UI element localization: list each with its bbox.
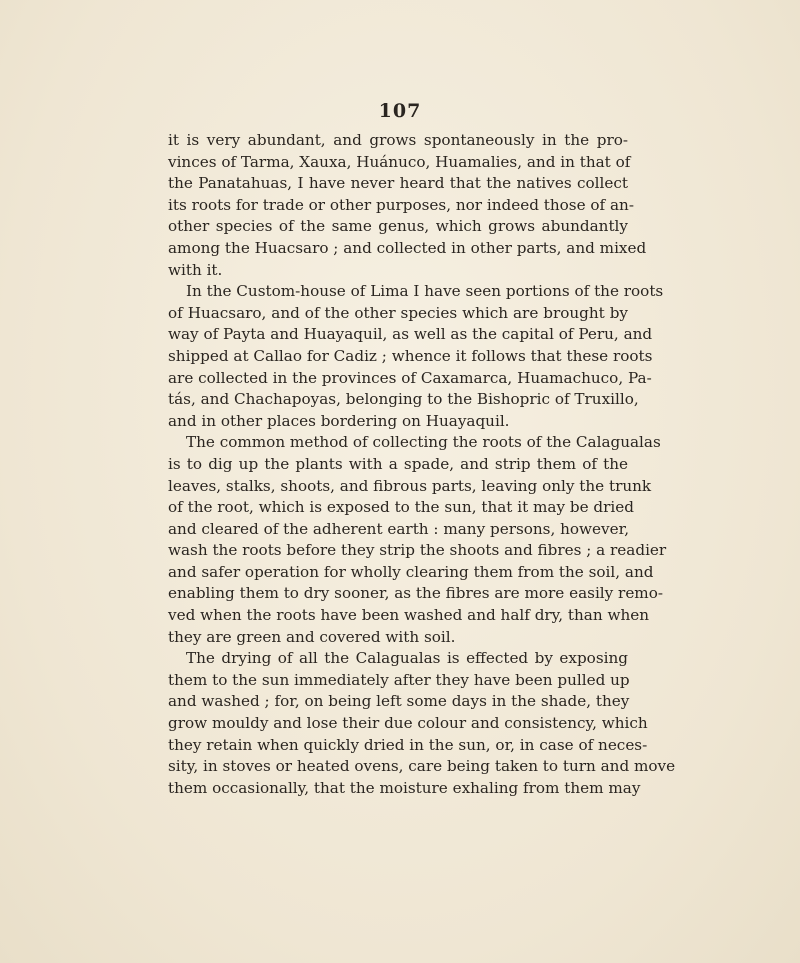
text-line: ved when the roots have been washed and half dry, than when (168, 606, 650, 625)
text-line: wash the roots before they strip the shoots and fibres ; a readier (168, 541, 667, 560)
text-line: is to dig up the plants with a spade, and strip them of the (168, 454, 628, 473)
text-line: its roots for trade or other purposes, nor indeed those of an- (168, 195, 634, 214)
paragraph (168, 648, 676, 799)
body-text (168, 130, 676, 799)
text-line: them to the sun immediately after they have been pulled up (168, 670, 630, 689)
text-line: In the Custom-house of Lima I have seen portions of the roots (186, 282, 664, 301)
text-line: sity, in stoves or heated ovens, care being taken to turn and move (168, 757, 676, 776)
text-line: of the root, which is exposed to the sun, that it may be dried (168, 498, 634, 517)
text-line: enabling them to dry sooner, as the fibres are more easily remo- (168, 584, 663, 603)
text-line: leaves, stalks, shoots, and fibrous parts, leaving only the trunk (168, 476, 652, 495)
text-line: shipped at Callao for Cadiz ; whence it follows that these roots (168, 346, 653, 365)
text-line: and cleared of the adherent earth : many persons, however, (168, 519, 630, 538)
text-line: tás, and Chachapoyas, belonging to the Bishopric of Truxillo, (168, 390, 639, 409)
text-line: it is very abundant, and grows spontaneously in the pro- (168, 131, 628, 149)
text-line: grow mouldy and lose their due colour and consistency, which (168, 714, 648, 733)
text-line: they are green and covered with soil. (168, 627, 456, 646)
text-line: of Huacsaro, and of the other species which are brought by (168, 303, 628, 322)
text-line: the Panatahuas, I have never heard that the natives collect (168, 174, 628, 193)
text-line: are collected in the provinces of Caxamarca, Huamachuco, Pa- (168, 368, 652, 387)
text-line: vinces of Tarma, Xauxa, Huánuco, Huamalies, and in that of (168, 152, 631, 171)
text-line: among the Huacsaro ; and collected in other parts, and mixed (168, 238, 647, 257)
text-line: with it. (168, 260, 223, 279)
text-line: and in other places bordering on Huayaquil. (168, 411, 510, 430)
paragraph (168, 281, 664, 432)
text-line: them occasionally, that the moisture exhaling from them may (168, 778, 641, 797)
paragraph (168, 432, 667, 648)
text-line: The common method of collecting the roots of the Calagualas (186, 433, 661, 452)
paragraph (168, 130, 647, 281)
text-line: and safer operation for wholly clearing them from the soil, and (168, 562, 654, 581)
text-line: way of Payta and Huayaquil, as well as the capital of Peru, and (168, 325, 653, 344)
text-line: and washed ; for, on being left some days in the shade, they (168, 692, 630, 711)
text-line: other species of the same genus, which grows abundantly (168, 217, 628, 236)
page-number: 107 (378, 100, 422, 122)
text-line: The drying of all the Calagualas is effected by exposing (186, 649, 628, 668)
text-line: they retain when quickly dried in the sun, or, in case of neces- (168, 735, 648, 754)
